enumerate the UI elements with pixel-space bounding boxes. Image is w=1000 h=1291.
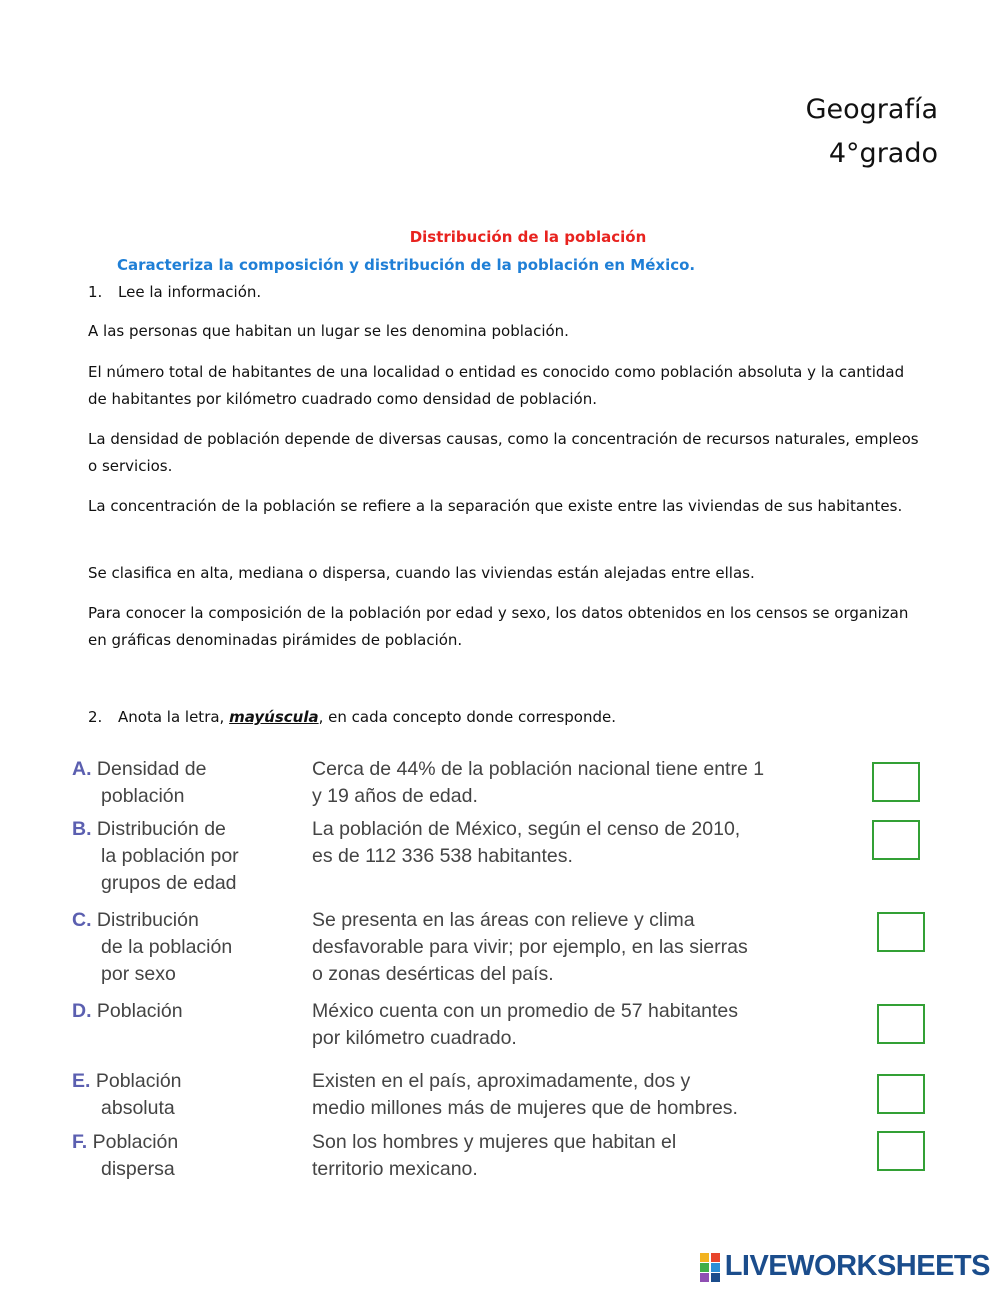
- concept-letter: B.: [72, 818, 92, 840]
- description-line: desfavorable para vivir; por ejemplo, en las sierras: [312, 936, 748, 958]
- answer-box-1[interactable]: [872, 762, 920, 802]
- description-line: es de 112 336 538 habitantes.: [312, 845, 573, 867]
- info-paragraph-5: Se clasifica en alta, mediana o dispersa, cuando las viviendas están alejadas entre ellas.: [88, 564, 755, 582]
- concept-line: la población por: [101, 845, 239, 867]
- step-2-text-before: Anota la letra,: [118, 708, 230, 726]
- concept-line: grupos de edad: [101, 872, 237, 894]
- description-line: Se presenta en las áreas con relieve y clima: [312, 909, 695, 931]
- answer-box-4[interactable]: [877, 1004, 925, 1044]
- worksheet-title: Distribución de la población: [409, 228, 647, 246]
- worksheet-subtitle: Caracteriza la composición y distribución de la población en México.: [117, 256, 696, 274]
- subject-name: Geografía: [805, 94, 938, 125]
- concept-e: [72, 1068, 292, 1122]
- description-line: territorio mexicano.: [312, 1158, 478, 1180]
- concept-line: Distribución: [96, 909, 199, 931]
- step-2-emphasis: mayúscula: [229, 708, 319, 726]
- info-paragraph-2: El número total de habitantes de una localidad o entidad es conocido como población absoluta y la cantidad de habitantes por kilómetro cuadrado como densidad de población.: [88, 363, 905, 408]
- description-line: Cerca de 44% de la población nacional tiene entre 1: [312, 758, 765, 780]
- step-2: [88, 708, 616, 726]
- description-4: [312, 998, 842, 1052]
- concept-line: por sexo: [101, 963, 176, 985]
- concept-line: Población: [95, 1070, 182, 1092]
- logo-text: LIVEWORKSHEETS: [724, 1250, 990, 1282]
- description-line: medio millones más de mujeres que de hombres.: [312, 1097, 738, 1119]
- description-line: por kilómetro cuadrado.: [312, 1027, 517, 1049]
- concept-line: Población: [96, 1000, 183, 1022]
- info-paragraph-6: Para conocer la composición de la población por edad y sexo, los datos obtenidos en los censos se organizan en gráficas denominadas pirámides de población.: [88, 604, 909, 649]
- answer-box-5[interactable]: [877, 1074, 925, 1114]
- logo-mark-icon: [700, 1253, 722, 1281]
- concept-letter: F.: [72, 1131, 88, 1153]
- concept-letter: E.: [72, 1070, 91, 1092]
- description-line: México cuenta con un promedio de 57 habitantes: [312, 1000, 739, 1022]
- concept-letter: A.: [72, 758, 92, 780]
- subject-header: [806, 88, 938, 176]
- concept-line: absoluta: [101, 1097, 175, 1119]
- info-paragraph-4: La concentración de la población se refiere a la separación que existe entre las viviendas de sus habitantes.: [88, 497, 903, 515]
- description-line: Existen en el país, aproximadamente, dos y: [312, 1070, 691, 1092]
- description-1: [312, 756, 842, 810]
- description-2: [312, 816, 842, 870]
- answer-box-2[interactable]: [872, 820, 920, 860]
- grade-label: 4°grado: [828, 138, 938, 169]
- info-paragraph-1: A las personas que habitan un lugar se les denomina población.: [88, 322, 569, 340]
- liveworksheets-logo: [700, 1250, 990, 1283]
- concept-d: [72, 998, 292, 1025]
- concept-line: Densidad de: [96, 758, 207, 780]
- step-2-number: 2.: [88, 708, 103, 726]
- concept-b: [72, 816, 292, 897]
- concept-a: [72, 756, 292, 810]
- concept-line: dispersa: [101, 1158, 175, 1180]
- description-5: [312, 1068, 842, 1122]
- concept-line: de la población: [101, 936, 233, 958]
- description-line: Son los hombres y mujeres que habitan el: [312, 1131, 677, 1153]
- step-1-number: 1.: [88, 283, 103, 301]
- concept-line: Población: [92, 1131, 179, 1153]
- description-3: [312, 907, 842, 988]
- answer-box-3[interactable]: [877, 912, 925, 952]
- step-1: [88, 283, 261, 301]
- answer-box-6[interactable]: [877, 1131, 925, 1171]
- description-line: y 19 años de edad.: [312, 785, 478, 807]
- step-1-text: Lee la información.: [118, 283, 262, 301]
- concept-line: población: [101, 785, 185, 807]
- concept-line: Distribución de: [96, 818, 226, 840]
- concept-letter: C.: [72, 909, 92, 931]
- concept-c: [72, 907, 292, 988]
- description-line: La población de México, según el censo de 2010,: [312, 818, 741, 840]
- info-paragraph-3: La densidad de población depende de diversas causas, como la concentración de recursos naturales, empleos o servicios.: [88, 430, 919, 475]
- description-line: o zonas desérticas del país.: [312, 963, 554, 985]
- concept-f: [72, 1129, 292, 1183]
- step-2-text-after: , en cada concepto donde corresponde.: [318, 708, 616, 726]
- description-6: [312, 1129, 842, 1183]
- concept-letter: D.: [72, 1000, 92, 1022]
